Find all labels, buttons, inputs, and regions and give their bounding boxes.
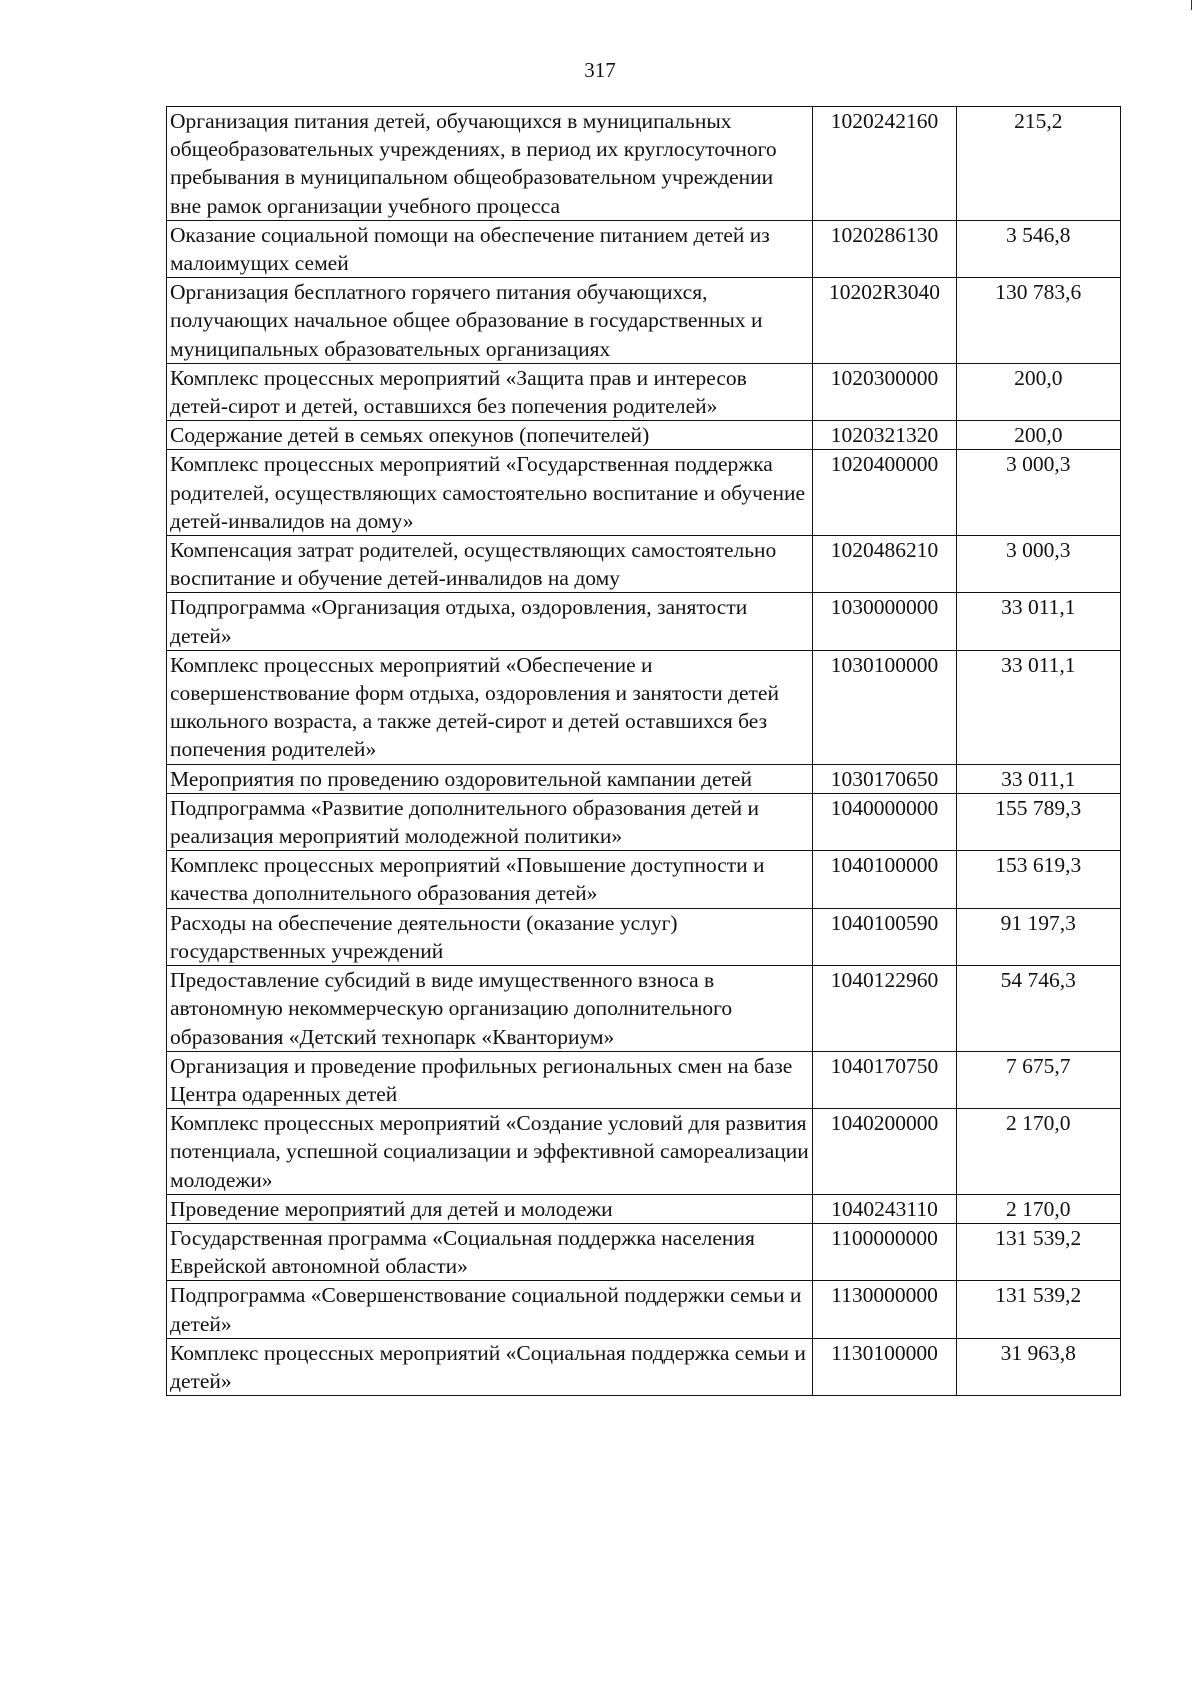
row-amount-cell: 200,0 [956,363,1120,420]
row-name-cell: Мероприятия по проведению оздоровительной кампании детей [167,764,813,793]
row-code-cell: 1040100590 [813,908,956,965]
row-code-cell: 1130100000 [813,1338,956,1395]
row-amount-cell: 3 000,3 [956,450,1120,536]
row-code-cell: 1020321320 [813,421,956,450]
row-amount-cell: 3 546,8 [956,220,1120,277]
row-name-cell: Комплекс процессных мероприятий «Защита прав и интересов детей-сирот и детей, оставшихся без попечения родителей» [167,363,813,420]
row-name-cell: Комплекс процессных мероприятий «Создание условий для развития потенциала, успешной социализации и эффективной самореализации молодежи» [167,1109,813,1195]
table-row [167,764,1121,793]
row-name-cell: Комплекс процессных мероприятий «Обеспечение и совершенствование форм отдыха, оздоровления и занятости детей школьного возраста, а также детей-сирот и детей оставшихся без попечения родителей» [167,650,813,764]
table-row [167,450,1121,536]
row-code-cell: 1020400000 [813,450,956,536]
row-code-cell: 1020486210 [813,536,956,593]
row-amount-cell: 31 963,8 [956,1338,1120,1395]
row-name-cell: Компенсация затрат родителей, осуществляющих самостоятельно воспитание и обучение детей-инвалидов на дому [167,536,813,593]
row-name-cell: Содержание детей в семьях опекунов (попечителей) [167,421,813,450]
table-row [167,1338,1121,1395]
row-amount-cell: 7 675,7 [956,1051,1120,1108]
row-code-cell: 1040243110 [813,1194,956,1223]
row-amount-cell: 153 619,3 [956,851,1120,908]
row-code-cell: 1040100000 [813,851,956,908]
table-row [167,1051,1121,1108]
table-row [167,421,1121,450]
row-code-cell: 1040200000 [813,1109,956,1195]
row-code-cell: 1040000000 [813,793,956,850]
page-number: 317 [584,58,616,82]
row-code-cell: 1100000000 [813,1223,956,1280]
table-row [167,650,1121,764]
table-row [167,966,1121,1052]
row-amount-cell: 200,0 [956,421,1120,450]
row-amount-cell: 2 170,0 [956,1194,1120,1223]
row-code-cell: 1030100000 [813,650,956,764]
table-row [167,278,1121,364]
row-code-cell: 1040170750 [813,1051,956,1108]
table-row [167,1223,1121,1280]
row-amount-cell: 3 000,3 [956,536,1120,593]
table-row [167,1109,1121,1195]
row-name-cell: Подпрограмма «Совершенствование социальной поддержки семьи и детей» [167,1281,813,1338]
row-name-cell: Комплекс процессных мероприятий «Повышение доступности и качества дополнительного образования детей» [167,851,813,908]
row-amount-cell: 2 170,0 [956,1109,1120,1195]
row-name-cell: Организация бесплатного горячего питания обучающихся, получающих начальное общее образование в государственных и муниципальных образовательных организациях [167,278,813,364]
row-name-cell: Оказание социальной помощи на обеспечение питанием детей из малоимущих семей [167,220,813,277]
table-row [167,536,1121,593]
row-code-cell: 10202R3040 [813,278,956,364]
row-amount-cell: 91 197,3 [956,908,1120,965]
budget-table [166,106,1121,1396]
row-code-cell: 1040122960 [813,966,956,1052]
table-row [167,908,1121,965]
table-row [167,593,1121,650]
table-row [167,1281,1121,1338]
row-name-cell: Подпрограмма «Развитие дополнительного образования детей и реализация мероприятий молодежной политики» [167,793,813,850]
table-row [167,1194,1121,1223]
row-amount-cell: 131 539,2 [956,1281,1120,1338]
row-name-cell: Организация и проведение профильных региональных смен на базе Центра одаренных детей [167,1051,813,1108]
row-amount-cell: 54 746,3 [956,966,1120,1052]
table-row [167,851,1121,908]
table-row [167,793,1121,850]
table-row [167,107,1121,221]
row-code-cell: 1130000000 [813,1281,956,1338]
row-amount-cell: 215,2 [956,107,1120,221]
row-name-cell: Организация питания детей, обучающихся в муниципальных общеобразовательных учреждениях, в период их круглосуточного пребывания в муниципальном общеобразовательном учреждении вне рамок организации учебного процесса [167,107,813,221]
row-code-cell: 1020242160 [813,107,956,221]
row-code-cell: 1030170650 [813,764,956,793]
row-amount-cell: 33 011,1 [956,650,1120,764]
row-name-cell: Предоставление субсидий в виде имущественного взноса в автономную некоммерческую организацию дополнительного образования «Детский технопарк «Кванториум» [167,966,813,1052]
row-amount-cell: 33 011,1 [956,593,1120,650]
row-name-cell: Комплекс процессных мероприятий «Социальная поддержка семьи и детей» [167,1338,813,1395]
table-body [167,107,1121,1396]
row-amount-cell: 155 789,3 [956,793,1120,850]
row-amount-cell: 33 011,1 [956,764,1120,793]
row-name-cell: Проведение мероприятий для детей и молодежи [167,1194,813,1223]
table-row [167,363,1121,420]
row-code-cell: 1030000000 [813,593,956,650]
row-amount-cell: 131 539,2 [956,1223,1120,1280]
row-code-cell: 1020286130 [813,220,956,277]
row-name-cell: Подпрограмма «Организация отдыха, оздоровления, занятости детей» [167,593,813,650]
corner-mark [1191,0,1200,10]
table-row [167,220,1121,277]
row-name-cell: Комплекс процессных мероприятий «Государственная поддержка родителей, осуществляющих самостоятельно воспитание и обучение детей-инвалидов на дому» [167,450,813,536]
row-name-cell: Государственная программа «Социальная поддержка населения Еврейской автономной области» [167,1223,813,1280]
row-name-cell: Расходы на обеспечение деятельности (оказание услуг) государственных учреждений [167,908,813,965]
row-code-cell: 1020300000 [813,363,956,420]
row-amount-cell: 130 783,6 [956,278,1120,364]
